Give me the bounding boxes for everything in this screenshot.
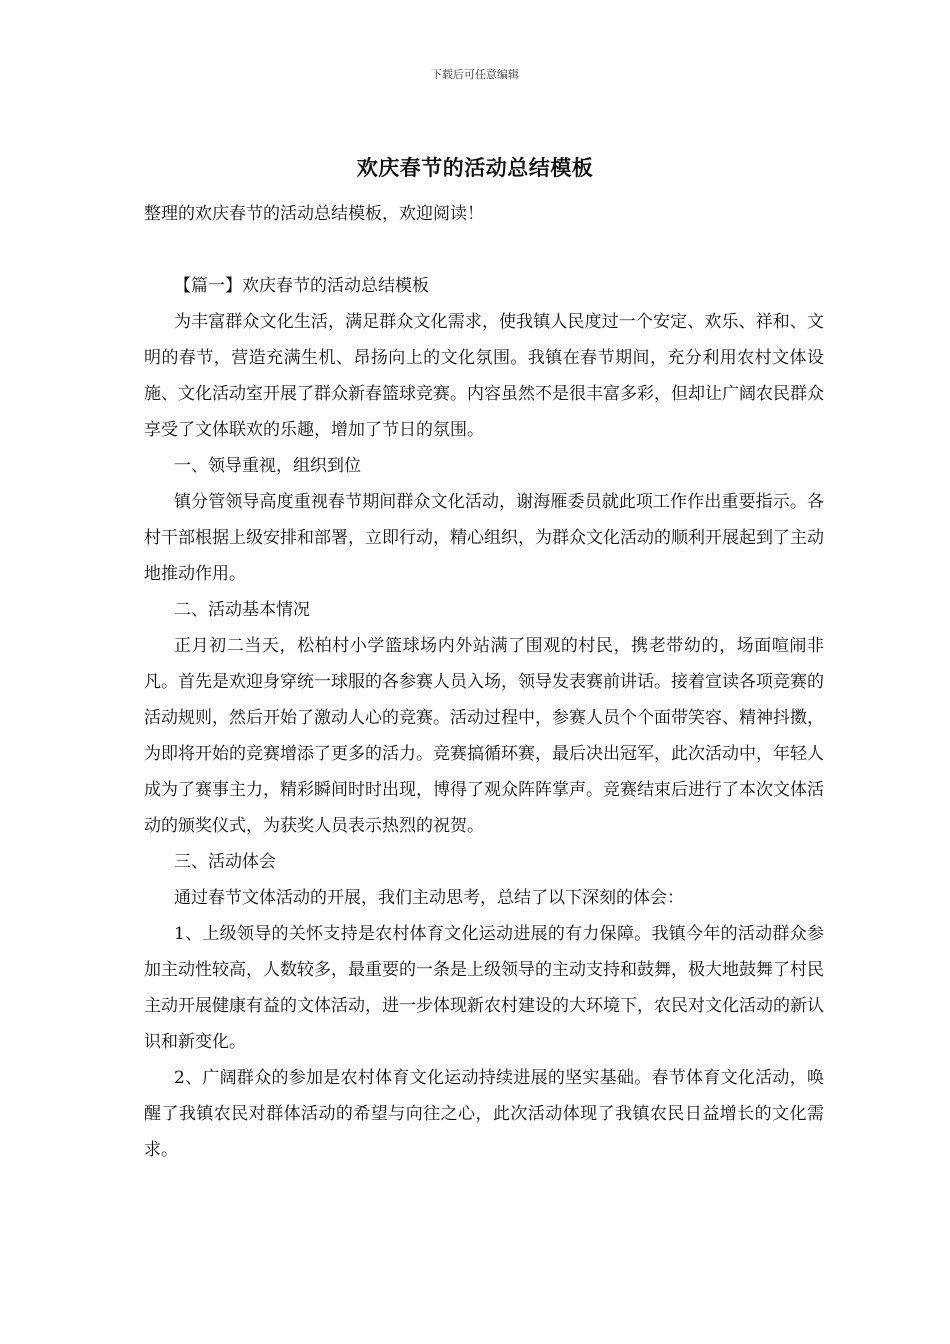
paragraph-5: 1、上级领导的关怀支持是农村体育文化运动进展的有力保障。我镇今年的活动群众参加主动性较高，人数较多，最重要的一条是上级领导的主动支持和鼓舞，极大地鼓舞了村民主动开展健康有益的文体活动，进一步体现新农村建设的大环境下，农民对文化活动的新认识和新变化。	[144, 924, 824, 1052]
spacer	[144, 232, 824, 268]
paragraph-1: 为丰富群众文化生活，满足群众文化需求，使我镇人民度过一个安定、欢乐、祥和、文明的春节，营造充满生机、昂扬向上的文化氛围。我镇在春节期间，充分利用农村文体设施、文化活动室开展了群众新春篮球竞赛。内容虽然不是很丰富多彩，但却让广阔农民群众享受了文体联欢的乐趣，增加了节日的氛围。	[144, 312, 824, 440]
paragraph-4: 通过春节文体活动的开展，我们主动思考，总结了以下深刻的体会：	[174, 888, 684, 908]
header-note: 下载后可任意编辑	[431, 68, 519, 81]
heading-activity-overview: 二、活动基本情况	[174, 600, 310, 620]
document-title: 欢庆春节的活动总结模板	[356, 155, 594, 180]
paragraph-3: 正月初二当天，松柏村小学篮球场内外站满了围观的村民，携老带幼的，场面喧闹非凡。首先是欢迎身穿统一球服的各参赛人员入场，领导发表赛前讲话。接着宣读各项竞赛的活动规则，然后开始了激动人心的竞赛。活动过程中，参赛人员个个面带笑容、精神抖擞，为即将开始的竞赛增添了更多的活力。竞赛搞循环赛，最后决出冠军，此次活动中，年轻人成为了赛事主力，精彩瞬间时时出现，博得了观众阵阵掌声。竞赛结束后进行了本次文体活动的颁奖仪式，为获奖人员表示热烈的祝贺。	[144, 636, 824, 836]
paragraph-2: 镇分管领导高度重视春节期间群众文化活动，谢海雁委员就此项工作作出重要指示。各村干部根据上级安排和部署，立即行动，精心组织，为群众文化活动的顺利开展起到了主动地推动作用。	[144, 492, 824, 584]
heading-experience: 三、活动体会	[174, 852, 276, 872]
heading-leadership: 一、领导重视，组织到位	[174, 456, 361, 476]
paragraph-6: 2、广阔群众的参加是农村体育文化运动持续进展的坚实基础。春节体育文化活动，唤醒了我镇农民对群体活动的希望与向往之心，此次活动体现了我镇农民日益增长的文化需求。	[144, 1068, 824, 1160]
section-title: 【篇一】欢庆春节的活动总结模板	[174, 276, 429, 296]
intro-line: 整理的欢庆春节的活动总结模板，欢迎阅读！	[144, 204, 484, 224]
document-body	[144, 196, 824, 1168]
